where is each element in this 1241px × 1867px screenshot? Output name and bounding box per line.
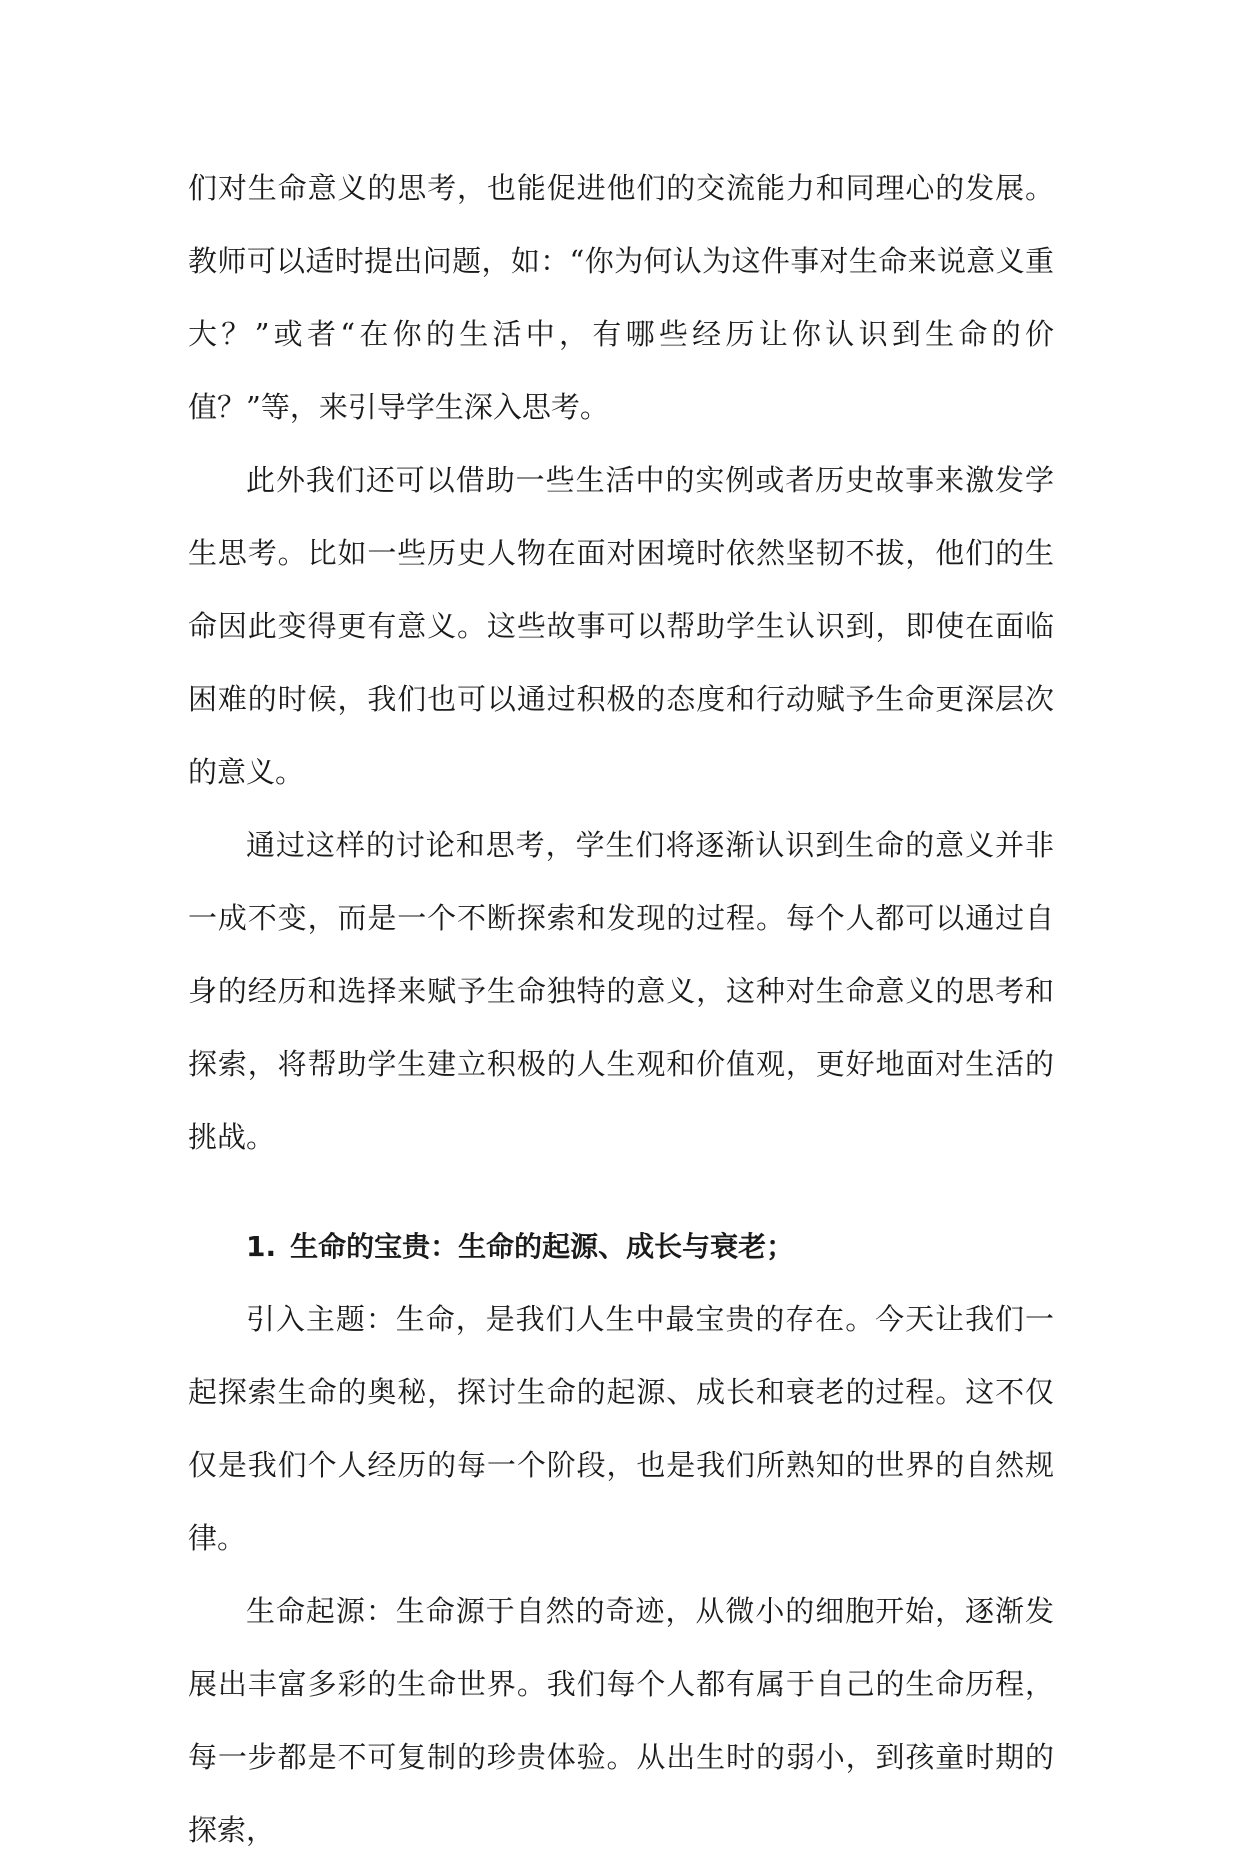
- section-title: 生命的宝贵：生命的起源、成长与衰老；: [290, 1230, 795, 1263]
- paragraph-life-origin: 生命起源：生命源于自然的奇迹，从微小的细胞开始，逐渐发展出丰富多彩的生命世界。我们每个人都有属于自己的生命历程，每一步都是不可复制的珍贵体验。从出生时的弱小，到孩童时期的探索，: [188, 1594, 1054, 1847]
- paragraph-examples: 此外我们还可以借助一些生活中的实例或者历史故事来激发学生思考。比如一些历史人物在面对困境时依然坚韧不拔，他们的生命因此变得更有意义。这些故事可以帮助学生认识到，即使在面临困难的时候，我们也可以通过积极的态度和行动赋予生命更深层次的意义。: [188, 463, 1054, 789]
- paragraph-intro-topic: 引入主题：生命，是我们人生中最宝贵的存在。今天让我们一起探索生命的奥秘，探讨生命的起源、成长和衰老的过程。这不仅仅是我们个人经历的每一个阶段，也是我们所熟知的世界的自然规律。: [188, 1302, 1054, 1555]
- paragraph-continued: 们对生命意义的思考，也能促进他们的交流能力和同理心的发展。教师可以适时提出问题，如：“你为何认为这件事对生命来说意义重大？”或者“在你的生活中，有哪些经历让你认识到生命的价值？”等，来引导学生深入思考。: [188, 171, 1054, 424]
- section-number: 1.: [246, 1230, 277, 1263]
- section-heading: [188, 1210, 1054, 1283]
- document-body: [188, 152, 1054, 1867]
- paragraph-conclusion: 通过这样的讨论和思考，学生们将逐渐认识到生命的意义并非一成不变，而是一个不断探索和发现的过程。每个人都可以通过自身的经历和选择来赋予生命独特的意义，这种对生命意义的思考和探索，将帮助学生建立积极的人生观和价值观，更好地面对生活的挑战。: [188, 828, 1054, 1154]
